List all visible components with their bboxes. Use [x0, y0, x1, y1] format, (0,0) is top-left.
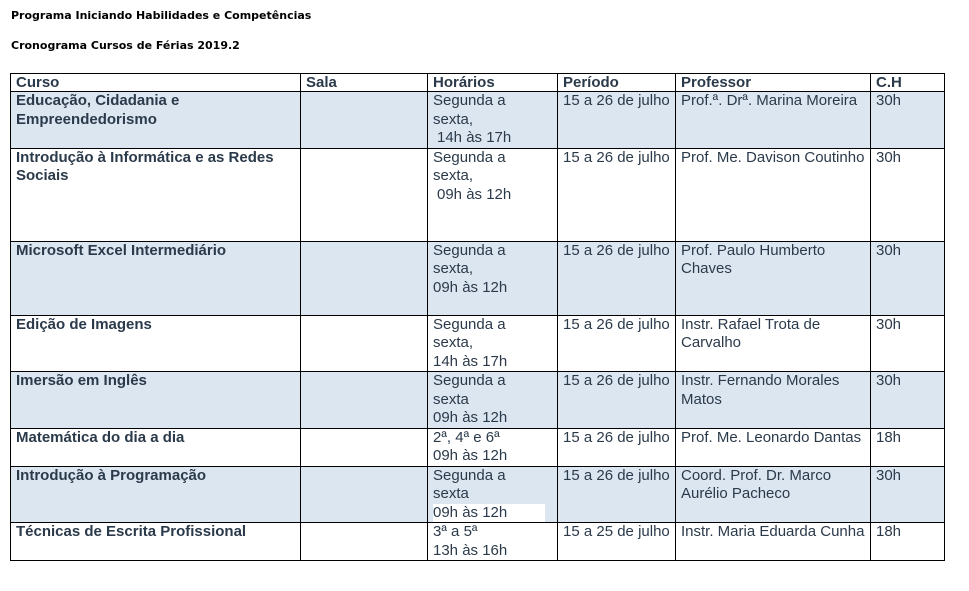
cell-professor: Prof.ª. Drª. Marina Moreira	[676, 92, 871, 149]
horario-line: Segunda a	[433, 372, 506, 389]
horario-line: 13h às 16h	[433, 541, 508, 559]
cell-ch: 30h	[871, 92, 945, 149]
program-title: Programa Iniciando Habilidades e Competências	[11, 9, 312, 22]
cell-curso: Imersão em Inglês	[11, 372, 301, 429]
horario-line: sexta,	[433, 260, 474, 277]
cell-horarios	[428, 92, 558, 149]
cell-periodo: 15 a 26 de julho	[558, 315, 676, 372]
schedule-table	[10, 73, 945, 561]
cell-curso: Edição de Imagens	[11, 315, 301, 372]
horario-line: Segunda a	[433, 92, 506, 109]
cell-curso: Educação, Cidadania e Empreendedorismo	[11, 92, 301, 149]
cell-professor: Instr. Maria Eduarda Cunha	[676, 523, 871, 561]
column-header-sala: Sala	[301, 74, 428, 92]
cell-horarios	[428, 148, 558, 241]
table-row	[11, 523, 945, 561]
cell-curso: Microsoft Excel Intermediário	[11, 241, 301, 315]
cell-ch: 30h	[871, 241, 945, 315]
cell-professor: Prof. Me. Leonardo Dantas	[676, 428, 871, 466]
cell-horarios	[428, 241, 558, 315]
column-header-horarios: Horários	[428, 74, 558, 92]
cell-professor: Coord. Prof. Dr. Marco Aurélio Pacheco	[676, 466, 871, 523]
cell-ch: 30h	[871, 148, 945, 241]
horario-line: sexta,	[433, 167, 474, 184]
horario-line: 09h às 12h	[433, 278, 508, 296]
cell-ch: 30h	[871, 372, 945, 429]
cell-sala	[301, 372, 428, 429]
horario-line: 09h às 12h	[433, 504, 545, 523]
cell-sala	[301, 466, 428, 523]
horario-line: sexta	[433, 390, 469, 408]
cell-professor: Prof. Paulo Humberto Chaves	[676, 241, 871, 315]
horario-line: 09h às 12h	[437, 185, 512, 203]
cell-sala	[301, 148, 428, 241]
cell-horarios	[428, 523, 558, 561]
cell-curso: Introdução à Programação	[11, 466, 301, 523]
horario-line: sexta,	[433, 334, 474, 351]
horario-line: 09h às 12h	[433, 409, 508, 426]
cell-horarios	[428, 466, 558, 523]
horario-line: 09h às 12h	[433, 447, 508, 464]
cell-ch: 18h	[871, 428, 945, 466]
horario-line: 3ª a 5ª	[433, 523, 478, 540]
cell-curso: Matemática do dia a dia	[11, 428, 301, 466]
horario-line: Segunda a	[433, 466, 506, 484]
cell-periodo: 15 a 26 de julho	[558, 148, 676, 241]
cell-professor: Instr. Fernando Morales Matos	[676, 372, 871, 429]
cell-sala	[301, 428, 428, 466]
cell-professor: Prof. Me. Davison Coutinho	[676, 148, 871, 241]
cell-sala	[301, 523, 428, 561]
column-header-professor: Professor	[676, 74, 871, 92]
horario-line: sexta	[433, 485, 469, 502]
table-header-row	[11, 74, 945, 92]
cell-periodo: 15 a 26 de julho	[558, 466, 676, 523]
cell-periodo: 15 a 25 de julho	[558, 523, 676, 561]
cell-periodo: 15 a 26 de julho	[558, 92, 676, 149]
schedule-title: Cronograma Cursos de Férias 2019.2	[11, 39, 240, 52]
cell-sala	[301, 92, 428, 149]
horario-line: Segunda a	[433, 315, 506, 333]
horario-line: Segunda a	[433, 148, 506, 166]
table-row	[11, 92, 945, 149]
horario-line: 2ª, 4ª e 6ª	[433, 428, 500, 446]
column-header-ch: C.H	[871, 74, 945, 92]
cell-sala	[301, 241, 428, 315]
horario-line: 14h às 17h	[433, 352, 508, 370]
table-row	[11, 372, 945, 429]
horario-line: Segunda a	[433, 241, 506, 259]
cell-horarios	[428, 315, 558, 372]
horario-line: 14h às 17h	[437, 129, 512, 146]
table-row	[11, 241, 945, 315]
cell-periodo: 15 a 26 de julho	[558, 428, 676, 466]
column-header-periodo: Período	[558, 74, 676, 92]
column-header-curso: Curso	[11, 74, 301, 92]
cell-horarios	[428, 372, 558, 429]
cell-ch: 30h	[871, 315, 945, 372]
table-row	[11, 466, 945, 523]
cell-curso: Técnicas de Escrita Profissional	[11, 523, 301, 561]
table-row	[11, 148, 945, 241]
cell-periodo: 15 a 26 de julho	[558, 372, 676, 429]
cell-periodo: 15 a 26 de julho	[558, 241, 676, 315]
cell-horarios	[428, 428, 558, 466]
table-row	[11, 315, 945, 372]
horario-line: sexta,	[433, 110, 474, 128]
cell-curso: Introdução à Informática e as Redes Sociais	[11, 148, 301, 241]
cell-sala	[301, 315, 428, 372]
cell-ch: 18h	[871, 523, 945, 561]
cell-ch: 30h	[871, 466, 945, 523]
cell-professor: Instr. Rafael Trota de Carvalho	[676, 315, 871, 372]
table-row	[11, 428, 945, 466]
